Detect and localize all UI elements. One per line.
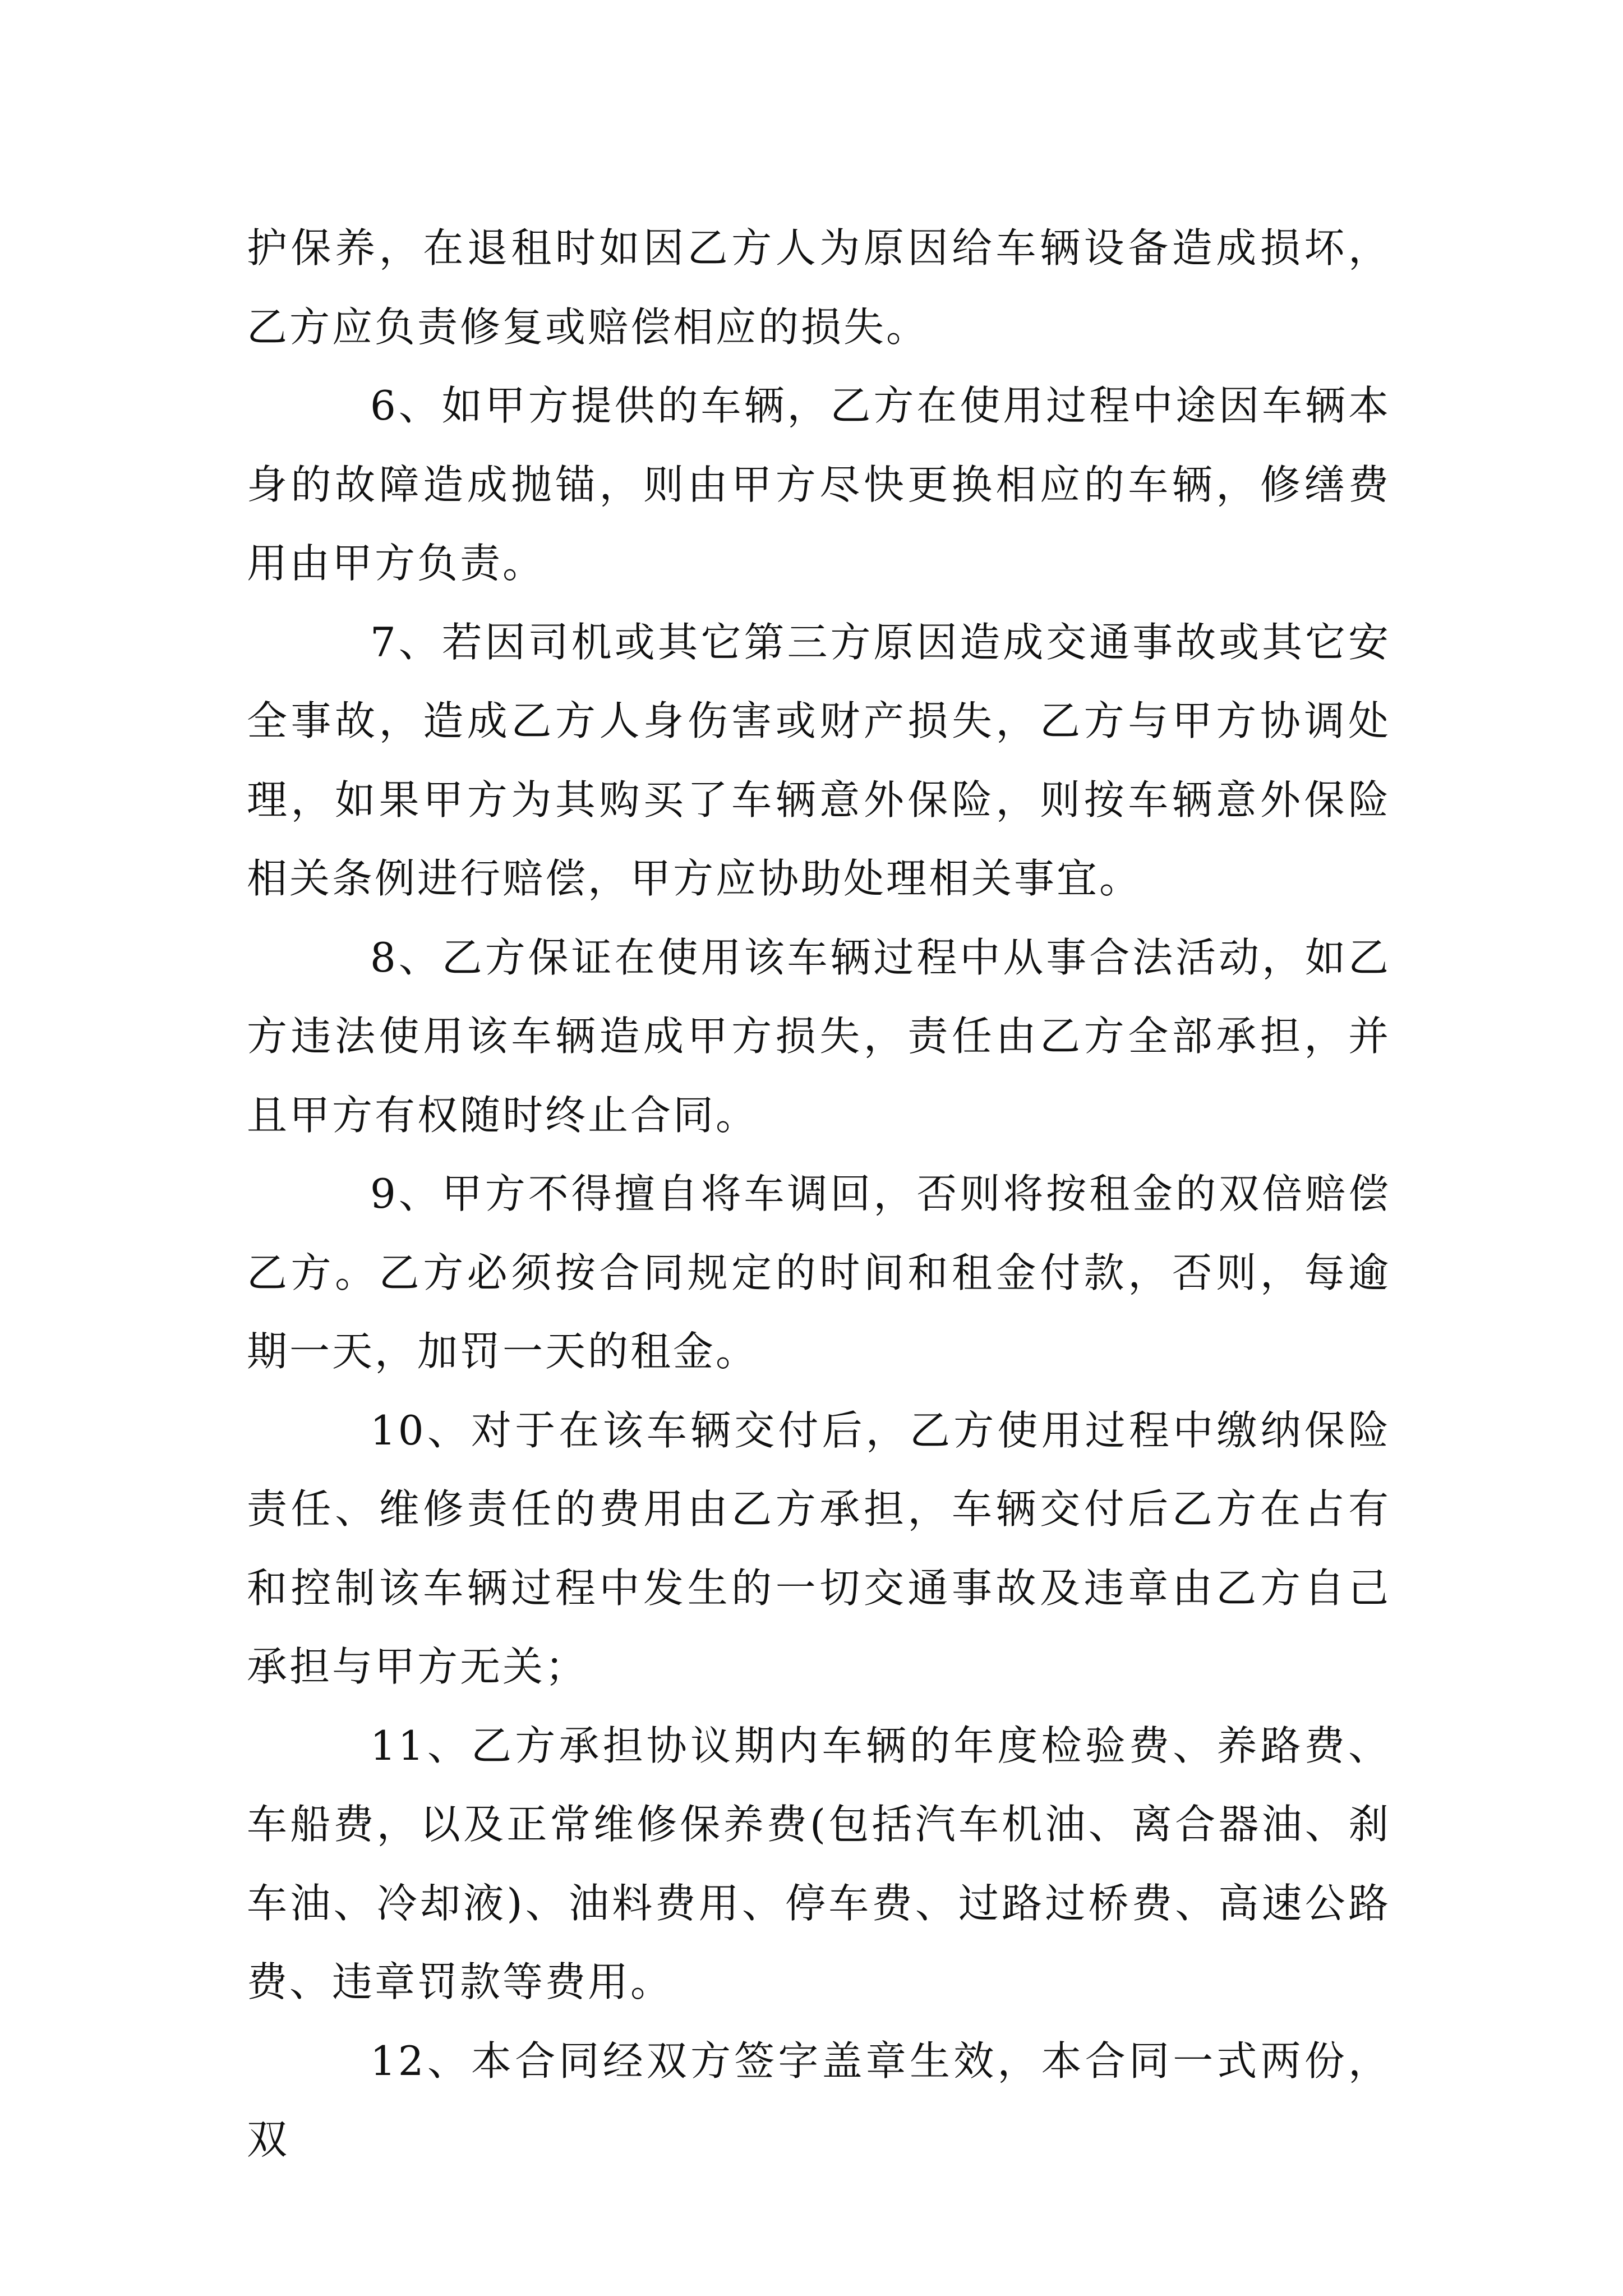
paragraph-12: 12、本合同经双方签字盖章生效，本合同一式两份，双: [247, 2037, 1391, 2163]
paragraph-11: 11、乙方承担协议期内车辆的年度检验费、养路费、车船费，以及正常维修保养费(包括汽车机油、离合器油、刹车油、冷却液)、油料费用、停车费、过路过桥费、高速公路费、违章罚款等费用。: [247, 1722, 1391, 2005]
document-body: [247, 209, 1391, 2179]
paragraph-6: 6、如甲方提供的车辆，乙方在使用过程中途因车辆本身的故障造成抛锚，则由甲方尽快更换相应的车辆，修缮费用由甲方负责。: [247, 382, 1391, 587]
paragraph-10: 10、对于在该车辆交付后，乙方使用过程中缴纳保险责任、维修责任的费用由乙方承担，车辆交付后乙方在占有和控制该车辆过程中发生的一切交通事故及违章由乙方自己承担与甲方无关；: [247, 1406, 1391, 1690]
paragraph-9: 9、甲方不得擅自将车调回，否则将按租金的双倍赔偿乙方。乙方必须按合同规定的时间和租金付款，否则，每逾期一天，加罚一天的租金。: [247, 1170, 1391, 1375]
paragraph-8: 8、乙方保证在使用该车辆过程中从事合法活动，如乙方违法使用该车辆造成甲方损失，责任由乙方全部承担，并且甲方有权随时终止合同。: [247, 933, 1391, 1139]
paragraph-5-continuation: 护保养，在退租时如因乙方人为原因给车辆设备造成损坏，乙方应负责修复或赔偿相应的损失。: [247, 224, 1391, 351]
paragraph-7: 7、若因司机或其它第三方原因造成交通事故或其它安全事故，造成乙方人身伤害或财产损失，乙方与甲方协调处理，如果甲方为其购买了车辆意外保险，则按车辆意外保险相关条例进行赔偿，甲方应协助处理相关事宜。: [247, 618, 1391, 902]
